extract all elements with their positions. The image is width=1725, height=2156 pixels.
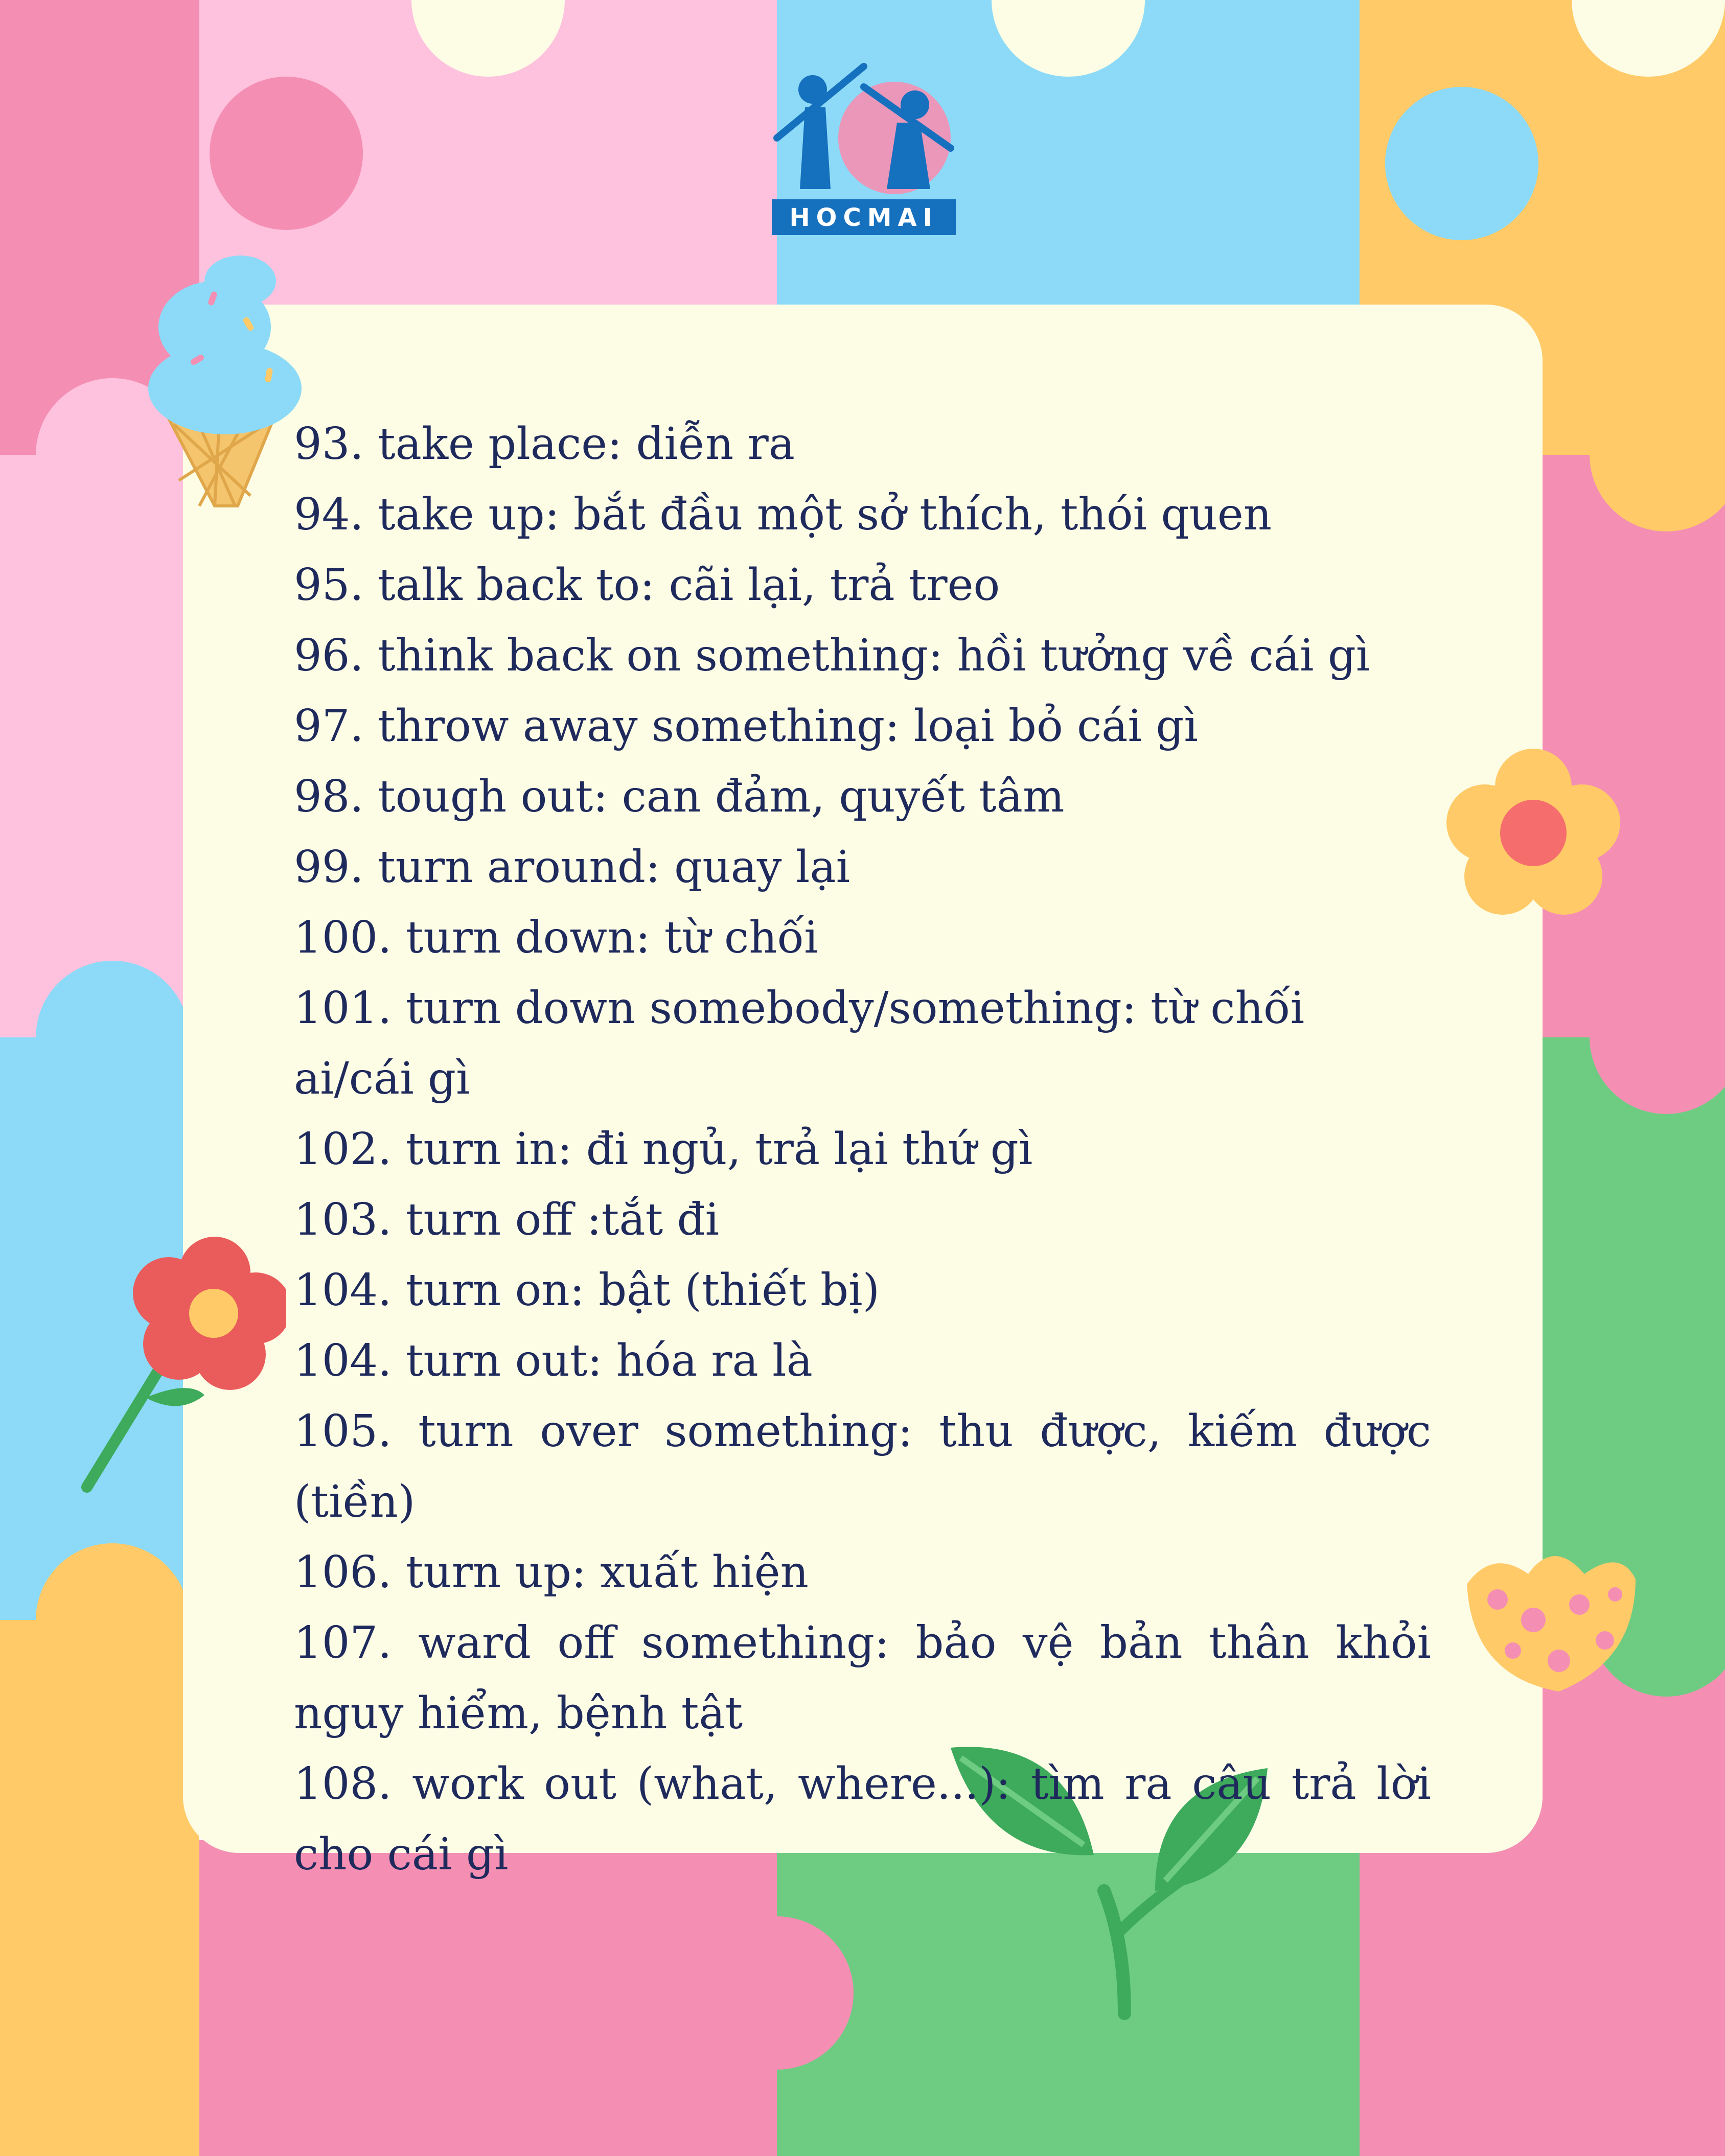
list-item: 94. take up: bắt đầu một sở thích, thói quen xyxy=(294,489,1272,540)
rose-icon xyxy=(77,1226,286,1502)
list-item: 98. tough out: can đảm, quyết tâm xyxy=(294,771,1065,822)
list-item: 99. turn around: quay lại xyxy=(294,842,850,893)
flower-icon xyxy=(1446,746,1620,915)
list-item: 97. throw away something: loại bỏ cái gì xyxy=(294,701,1198,752)
list-item: 107. ward off something: bảo vệ bản thân khỏi nguy hiểm, bệnh tật xyxy=(294,1617,1431,1739)
list-item: 106. turn up: xuất hiện xyxy=(294,1547,809,1598)
list-item: 103. turn off :tắt đi xyxy=(294,1194,720,1245)
list-item: 105. turn over something: thu được, kiếm được (tiền) xyxy=(294,1406,1431,1527)
list-item: 93. take place: diễn ra xyxy=(294,419,795,470)
list-item: 100. turn down: từ chối xyxy=(294,912,818,963)
list-item: 104. turn on: bật (thiết bị) xyxy=(294,1265,880,1316)
list-item: 95. talk back to: cãi lại, trả treo xyxy=(294,560,1000,611)
list-item: 104. turn out: hóa ra là xyxy=(294,1335,813,1386)
list-item: 101. turn down somebody/something: từ chối ai/cái gì xyxy=(294,983,1305,1104)
ice-cream-icon xyxy=(138,250,312,516)
list-item: 102. turn in: đi ngủ, trả lại thứ gì xyxy=(294,1124,1033,1175)
phrasal-verb-list xyxy=(294,409,1431,1890)
spotted-flower-icon xyxy=(1452,1543,1646,1697)
hocmai-logo-icon xyxy=(767,61,961,245)
list-item: 108. work out (what, where...): tìm ra câu trả lời cho cái gì xyxy=(294,1758,1431,1880)
logo-text: HOCMAI xyxy=(789,203,938,232)
list-item: 96. think back on something: hồi tưởng về cái gì xyxy=(294,630,1370,681)
